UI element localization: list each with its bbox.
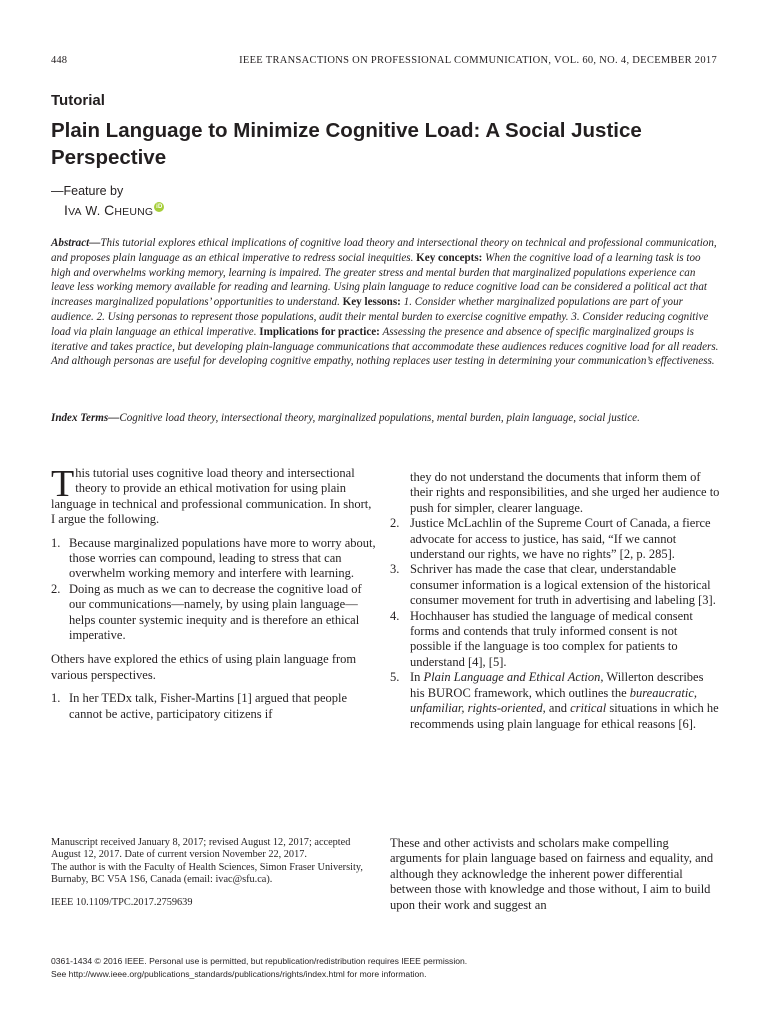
list-item: 3. Schriver has made the case that clear, understandable consumer information is a logical extension of the historical consumer movement for truth in advertising and labeling [3]. [390,562,716,608]
key-concepts-label: Key concepts: [416,251,483,264]
body-left-column [51,463,376,731]
list-item: 4. Hochhauser has studied the language of medical consent forms and contends that truly informed consent is not possible if the language is too complex for patients to understand [4], [5]. [390,608,693,669]
list-item: 1. In her TEDx talk, Fisher-Martins [1] argued that people cannot be active, participatory citizens if [51,691,348,721]
list-item: 5. In Plain Language and Ethical Action, Willerton describes his BUROC framework, which outlines the bureaucratic, unfamiliar, rights-oriented, and critical situations in which he recommends using plain language for ethical reasons [6]. [390,670,719,731]
key-lessons-label: Key lessons: [342,296,401,309]
list-item: 1. Because marginalized populations have more to worry about, those worries can compound, leading to stress that can overwhelm working memory and interfere with learning. [51,535,376,581]
page-number: 448 [51,55,68,66]
perspectives-list [51,691,376,722]
list-item: 2. Justice McLachlin of the Supreme Court of Canada, a fierce advocate for access to justice, has said, “If we cannot understand our rights, we have no rights” [2, p. 285]. [390,516,711,562]
dropcap: T [51,463,75,505]
journal-header: IEEE TRANSACTIONS ON PROFESSIONAL COMMUNICATION, VOL. 60, NO. 4, DECEMBER 2017 [239,55,717,66]
closing-paragraph: These and other activists and scholars make compelling arguments for plain language based on fairness and equality, and although they acknowledge the inherent power differential between those with knowledge and those without, I aim to build upon their work and suggest an [390,836,714,912]
abstract: Abstract—This tutorial explores ethical implications of cognitive load theory and intersectional theory on technical and professional communication, and proposes plain language as an ethical imperative to redress social inequities. Key concepts: When the cognitive load of a learning task is too high and overwhelms working memory, learning is impaired. The greater stress and mental burden that marginalized populations experience can leave less working memory available for reading and learning. Using plain language to reduce cognitive load can be considered a political act that increases marginalized populations’ opportunities to understand. Key lessons: 1. Consider whether marginalized populations are part of your audience. 2. Using personas to represent those populations, audit their mental burden to exercise cognitive empathy. 3. Consider reducing cognitive load via plain language an ethical imperative. Implications for practice: Assessing the presence and absence of specific marginalized groups is iterative and takes practice, but developing plain-language communications that accommodate these audiences reduces cognitive load for all readers. And although personas are useful for developing cognitive empathy, nothing replaces user testing in determining your communication’s effectiveness. [51,237,719,368]
implications-label: Implications for practice: [259,325,380,338]
body-right-column [390,470,720,741]
copyright-line: 0361-1434 © 2016 IEEE. Personal use is permitted, but republication/redistribution requires IEEE permission. [51,956,468,966]
perspectives-list-continued [390,516,720,732]
abstract-label: Abstract— [51,237,101,249]
received-note: Manuscript received January 8, 2017; revised August 12, 2017; accepted August 12, 2017. Date of current version November 22, 2017. [51,837,351,861]
others-paragraph: Others have explored the ethics of using plain language from various perspectives. [51,652,357,682]
list-item: 2. Doing as much as we can to decrease the cognitive load of our communications—namely, by using plain language—helps counter systemic inequity and is therefore an ethical imperative. [51,581,362,643]
index-terms-label: Index Terms— [51,412,120,424]
list-item-continuation: they do not understand the documents that inform them of their rights and responsibilities, and she urged her audience to push for simpler, clearer language. [410,470,720,515]
paper-title: Plain Language to Minimize Cognitive Load: A Social Justice Perspective [51,119,642,169]
manuscript-notes [51,837,376,909]
argument-list [51,536,376,644]
feature-by: —Feature by [51,184,124,198]
doi: IEEE 10.1109/TPC.2017.2759639 [51,897,193,909]
orcid-icon[interactable]: iD [156,204,163,210]
intro-paragraph: This tutorial uses cognitive load theory and intersectional theory to provide an ethical motivation for using plain language in technical and professional communication. In short, I argue the following. [51,463,372,527]
affiliation-note: The author is with the Faculty of Health Sciences, Simon Fraser University, Burnaby, BC V5A 1S6, Canada (email: ivac@sfu.ca). [51,861,363,885]
rights-link-line[interactable]: See http://www.ieee.org/publications_standards/publications/rights/index.html for more information. [51,969,427,979]
copyright-footer [51,955,467,981]
section-label: Tutorial [51,92,105,109]
index-terms: Index Terms—Cognitive load theory, intersectional theory, marginalized populations, mental burden, plain language, social justice. [51,412,640,424]
author-name: IVA W. CHEUNG iD [64,202,163,218]
